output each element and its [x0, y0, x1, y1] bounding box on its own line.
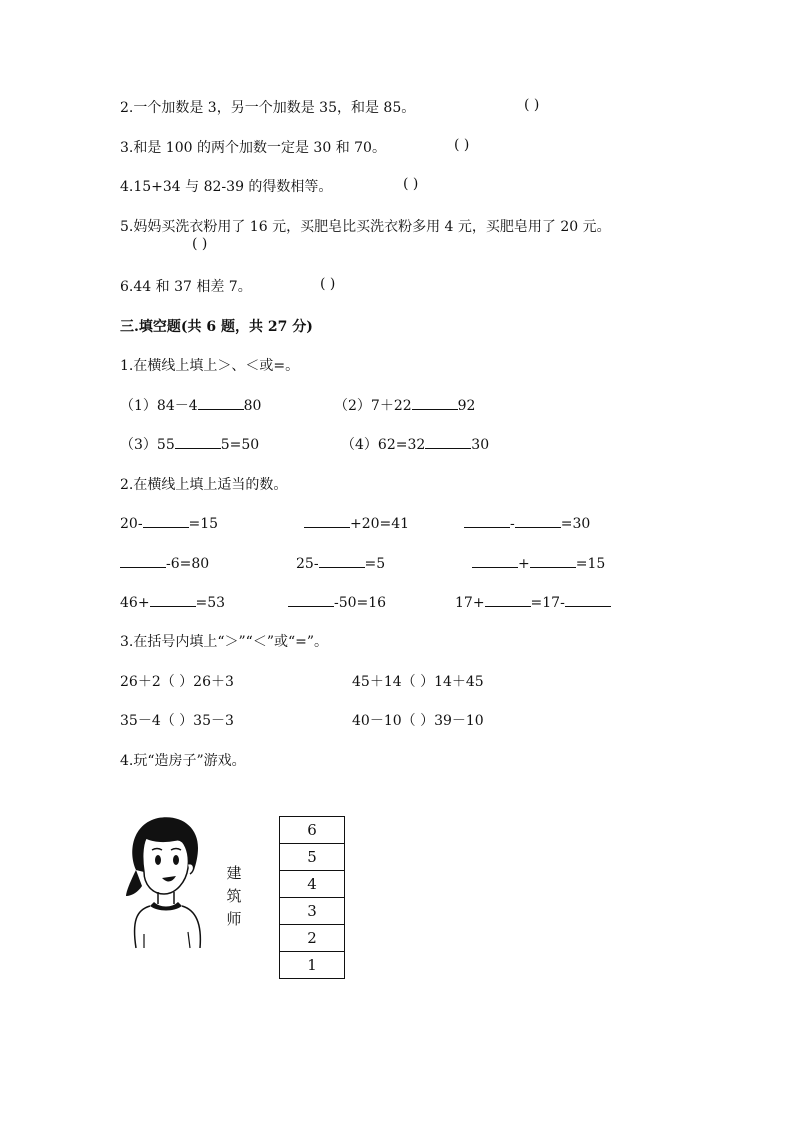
answer-blank[interactable] — [472, 553, 518, 568]
expr-part: 46+ — [120, 595, 150, 611]
question-2 — [120, 97, 415, 117]
answer-paren-3[interactable]: ( ) — [454, 137, 470, 153]
question-6: 6.44 和 37 相差 7。 — [120, 279, 252, 295]
architect-label — [224, 862, 244, 931]
answer-blank[interactable] — [304, 513, 350, 528]
fill-q4-title: 4.玩“造房子”游戏。 — [120, 753, 246, 769]
section-heading: 三.填空题(共 6 题，共 27 分) — [120, 319, 313, 335]
answer-blank[interactable] — [143, 513, 189, 528]
stack-cell-3: 3 — [280, 897, 344, 924]
label-char: 筑 — [226, 887, 242, 905]
expr-right: 30 — [471, 437, 490, 453]
label-char: 师 — [226, 910, 242, 928]
answer-blank[interactable] — [150, 592, 196, 607]
fill-q2-title: 2.在横线上填上适当的数。 — [120, 477, 288, 493]
expr-part: =53 — [195, 595, 226, 611]
fill-q2-r2c1 — [120, 553, 209, 572]
fill-q3-title: 3.在括号内填上“＞”“＜”或“=”。 — [120, 634, 329, 650]
answer-blank[interactable] — [175, 434, 221, 449]
compare-item-3[interactable]: 35－4（ ）35－3 — [120, 713, 234, 729]
compare-item-1[interactable]: 26＋2（ ）26＋3 — [120, 674, 234, 690]
expr-part: =5 — [364, 556, 386, 572]
stack-cell-4: 4 — [280, 870, 344, 897]
answer-blank[interactable] — [319, 553, 365, 568]
answer-paren-6[interactable]: ( ) — [320, 276, 336, 292]
answer-paren-4[interactable]: ( ) — [403, 176, 419, 192]
answer-blank[interactable] — [288, 592, 334, 607]
answer-blank[interactable] — [530, 553, 576, 568]
fill-q2-r1c2 — [304, 513, 409, 532]
expr-part: +20=41 — [350, 516, 410, 532]
expr-part: =17- — [530, 595, 565, 611]
expr-part: 20- — [120, 516, 143, 532]
compare-item-4[interactable]: 40－10（ ）39－10 — [352, 713, 484, 729]
fill-q2-r3c2 — [288, 592, 386, 611]
answer-blank[interactable] — [485, 592, 531, 607]
expr-part: 17+ — [455, 595, 485, 611]
expr-part: -6=80 — [166, 556, 210, 572]
fill-q2-r2c2 — [296, 553, 385, 572]
expr-part: - — [510, 516, 515, 532]
stack-cell-2: 2 — [280, 924, 344, 951]
house-stack — [279, 816, 345, 979]
expr-left: （2）7＋22 — [334, 398, 412, 414]
stack-cell-5: 5 — [280, 843, 344, 870]
expr-right: 5=50 — [220, 437, 260, 453]
question-3: 3.和是 100 的两个加数一定是 30 和 70。 — [120, 140, 386, 156]
answer-blank[interactable] — [198, 395, 244, 410]
stack-cell-6: 6 — [307, 821, 317, 839]
answer-blank[interactable] — [425, 434, 471, 449]
compare-item-2[interactable]: 45＋14（ ）14＋45 — [352, 674, 484, 690]
fill-q1-title: 1.在横线上填上＞、＜或=。 — [120, 358, 300, 374]
question-5: 5.妈妈买洗衣粉用了 16 元，买肥皂比买洗衣粉多用 4 元，买肥皂用了 20 元。 — [120, 219, 611, 235]
answer-blank[interactable] — [120, 553, 166, 568]
expr-left: （1）84－4 — [120, 398, 198, 414]
fill-q1-item-1 — [120, 395, 261, 415]
expr-part: =30 — [560, 516, 591, 532]
answer-blank[interactable] — [464, 513, 510, 528]
answer-blank[interactable] — [565, 592, 611, 607]
fill-q2-r1c1 — [120, 513, 218, 532]
question-4: 4.15+34 与 82-39 的得数相等。 — [120, 179, 333, 195]
expr-left: （4）62=32 — [341, 437, 426, 453]
stack-cell-1: 1 — [280, 951, 344, 978]
answer-blank[interactable] — [515, 513, 561, 528]
answer-paren-2[interactable]: ( ) — [524, 97, 540, 113]
question-2-text: 2.一个加数是 3，另一个加数是 35，和是 85。 — [120, 100, 416, 116]
expr-left: （3）55 — [120, 437, 175, 453]
answer-paren-5[interactable]: ( ) — [192, 236, 208, 252]
fill-q2-r3c3 — [455, 592, 611, 611]
fill-q1-item-4 — [341, 434, 489, 454]
label-char: 建 — [226, 864, 242, 882]
fill-q2-r2c3 — [472, 553, 605, 572]
girl-illustration — [118, 812, 210, 952]
expr-right: 92 — [457, 398, 476, 414]
fill-q2-r3c1 — [120, 592, 225, 611]
expr-part: + — [518, 556, 530, 572]
expr-part: =15 — [575, 556, 606, 572]
expr-part: -50=16 — [334, 595, 387, 611]
fill-q1-item-2 — [334, 395, 475, 415]
fill-q2-r1c3 — [464, 513, 590, 532]
expr-part: 25- — [296, 556, 319, 572]
fill-q1-item-3 — [120, 434, 259, 454]
expr-part: =15 — [188, 516, 219, 532]
answer-blank[interactable] — [412, 395, 458, 410]
expr-right: 80 — [243, 398, 262, 414]
